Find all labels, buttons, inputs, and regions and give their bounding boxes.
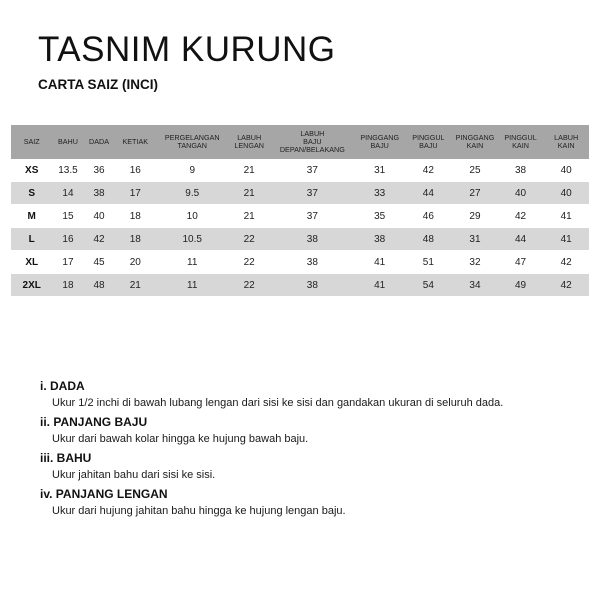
table-cell: 42 bbox=[498, 205, 544, 228]
table-cell: 10 bbox=[156, 205, 229, 228]
note-description: Ukur 1/2 inchi di bawah lubang lengan dari sisi ke sisi dan gandakan ukuran di seluruh dada. bbox=[52, 397, 504, 409]
table-cell: 35 bbox=[355, 205, 405, 228]
table-cell: 37 bbox=[270, 182, 355, 205]
table-row bbox=[11, 182, 589, 205]
table-cell: 40 bbox=[543, 182, 589, 205]
table-cell: 38 bbox=[355, 228, 405, 251]
table-cell: 17 bbox=[115, 182, 156, 205]
table-cell: 42 bbox=[83, 228, 114, 251]
table-cell: 14 bbox=[52, 182, 83, 205]
table-cell: 46 bbox=[405, 205, 453, 228]
table-cell: 48 bbox=[405, 228, 453, 251]
table-row bbox=[11, 159, 589, 182]
table-cell: 45 bbox=[83, 251, 114, 274]
table-row bbox=[11, 251, 589, 274]
note-description: Ukur dari bawah kolar hingga ke hujung bawah baju. bbox=[52, 433, 309, 445]
table-cell: 31 bbox=[452, 228, 498, 251]
table-cell: 37 bbox=[270, 205, 355, 228]
table-cell: 40 bbox=[498, 182, 544, 205]
note-panjang-baju bbox=[40, 414, 585, 447]
table-cell: 9 bbox=[156, 159, 229, 182]
table-row bbox=[11, 228, 589, 251]
column-header: PERGELANGAN TANGAN bbox=[156, 125, 229, 159]
column-header: PINGGANG KAIN bbox=[452, 125, 498, 159]
table-cell: 38 bbox=[83, 182, 114, 205]
note-bahu bbox=[40, 450, 585, 483]
column-header: PINGGANG BAJU bbox=[355, 125, 405, 159]
table-cell: 42 bbox=[543, 274, 589, 297]
table-cell: 41 bbox=[355, 274, 405, 297]
column-header: LABUH BAJU DEPAN/BELAKANG bbox=[270, 125, 355, 159]
table-cell: 27 bbox=[452, 182, 498, 205]
table-cell: 38 bbox=[270, 274, 355, 297]
table-cell: 38 bbox=[270, 251, 355, 274]
table-cell: 36 bbox=[83, 159, 114, 182]
table-cell: 15 bbox=[52, 205, 83, 228]
table-cell: 34 bbox=[452, 274, 498, 297]
table-row bbox=[11, 205, 589, 228]
table-cell: 21 bbox=[228, 205, 269, 228]
table-cell: 44 bbox=[498, 228, 544, 251]
table-cell: 38 bbox=[270, 228, 355, 251]
table-cell: 54 bbox=[405, 274, 453, 297]
table-cell: 10.5 bbox=[156, 228, 229, 251]
table-cell: 41 bbox=[355, 251, 405, 274]
note-panjang-lengan bbox=[40, 486, 585, 519]
table-cell: 47 bbox=[498, 251, 544, 274]
size-label: M bbox=[11, 205, 52, 228]
table-cell: 21 bbox=[228, 159, 269, 182]
table-cell: 29 bbox=[452, 205, 498, 228]
note-heading: ii. PANJANG BAJU bbox=[40, 415, 148, 429]
table-cell: 41 bbox=[543, 205, 589, 228]
note-heading: iii. BAHU bbox=[40, 451, 92, 465]
table-cell: 40 bbox=[543, 159, 589, 182]
page-subtitle: CARTA SAIZ (INCI) bbox=[38, 77, 158, 92]
table-cell: 21 bbox=[228, 182, 269, 205]
column-header: LABUH KAIN bbox=[543, 125, 589, 159]
table-cell: 51 bbox=[405, 251, 453, 274]
size-label: XS bbox=[11, 159, 52, 182]
table-cell: 48 bbox=[83, 274, 114, 297]
table-cell: 18 bbox=[115, 205, 156, 228]
table-cell: 17 bbox=[52, 251, 83, 274]
table-cell: 22 bbox=[228, 251, 269, 274]
table-row bbox=[11, 274, 589, 297]
column-header: KETIAK bbox=[115, 125, 156, 159]
size-label: 2XL bbox=[11, 274, 52, 297]
size-label: XL bbox=[11, 251, 52, 274]
table-cell: 32 bbox=[452, 251, 498, 274]
table-cell: 37 bbox=[270, 159, 355, 182]
table-cell: 44 bbox=[405, 182, 453, 205]
table-cell: 16 bbox=[115, 159, 156, 182]
table-cell: 9.5 bbox=[156, 182, 229, 205]
column-header: LABUH LENGAN bbox=[228, 125, 269, 159]
page-title: TASNIM KURUNG bbox=[38, 30, 336, 69]
table-cell: 38 bbox=[498, 159, 544, 182]
note-description: Ukur jahitan bahu dari sisi ke sisi. bbox=[52, 469, 216, 481]
table-cell: 31 bbox=[355, 159, 405, 182]
table-cell: 21 bbox=[115, 274, 156, 297]
column-header: PINGGUL BAJU bbox=[405, 125, 453, 159]
column-header: PINGGUL KAIN bbox=[498, 125, 544, 159]
table-cell: 42 bbox=[543, 251, 589, 274]
note-heading: i. DADA bbox=[40, 379, 85, 393]
table-cell: 42 bbox=[405, 159, 453, 182]
column-header: DADA bbox=[83, 125, 114, 159]
table-cell: 41 bbox=[543, 228, 589, 251]
table-cell: 13.5 bbox=[52, 159, 83, 182]
size-chart-table bbox=[11, 125, 589, 297]
table-cell: 11 bbox=[156, 274, 229, 297]
size-label: S bbox=[11, 182, 52, 205]
note-description: Ukur dari hujung jahitan bahu hingga ke hujung lengan baju. bbox=[52, 505, 346, 517]
size-label: L bbox=[11, 228, 52, 251]
measurement-notes bbox=[40, 378, 585, 522]
table-cell: 16 bbox=[52, 228, 83, 251]
table-cell: 20 bbox=[115, 251, 156, 274]
table-cell: 33 bbox=[355, 182, 405, 205]
column-header: BAHU bbox=[52, 125, 83, 159]
table-cell: 11 bbox=[156, 251, 229, 274]
table-cell: 49 bbox=[498, 274, 544, 297]
table-cell: 18 bbox=[115, 228, 156, 251]
table-cell: 22 bbox=[228, 274, 269, 297]
table-cell: 22 bbox=[228, 228, 269, 251]
table-cell: 25 bbox=[452, 159, 498, 182]
column-header: SAIZ bbox=[11, 125, 52, 159]
note-heading: iv. PANJANG LENGAN bbox=[40, 487, 168, 501]
table-header-row bbox=[11, 125, 589, 159]
table-cell: 40 bbox=[83, 205, 114, 228]
table-cell: 18 bbox=[52, 274, 83, 297]
note-dada bbox=[40, 378, 585, 411]
